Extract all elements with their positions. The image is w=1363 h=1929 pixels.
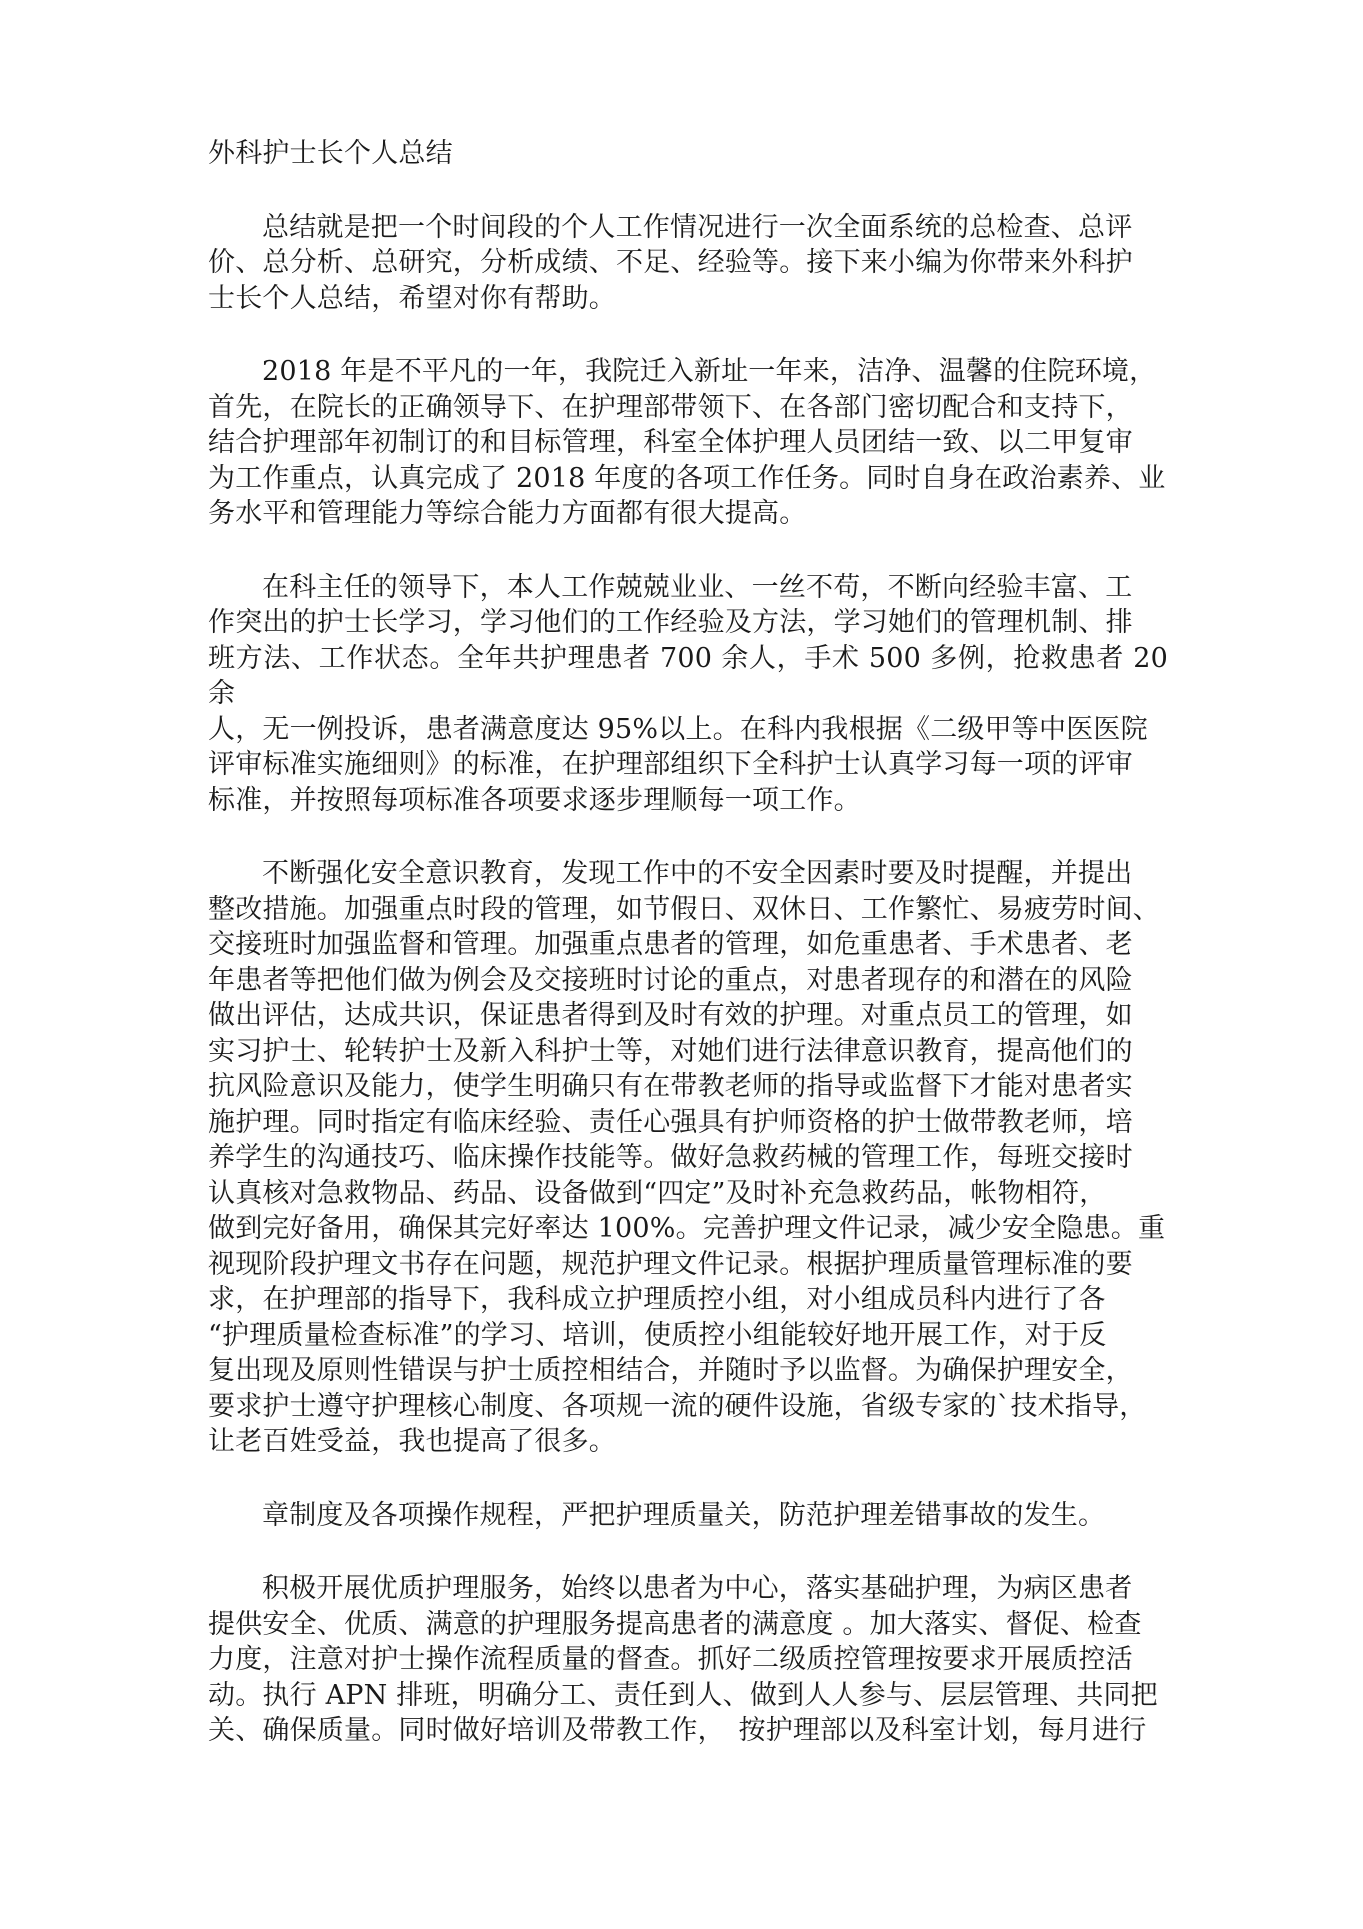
paragraph-2018-overview: 2018 年是不平凡的一年，我院迁入新址一年来，洁净、温馨的住院环境， 首先，在院长的正确领导下、在护理部带领下、在各部门密切配合和支持下， 结合护理部年初制订的和目标管理，科室全体护理人员团结一致、以二甲复审 为工作重点，认真完成了 2018 年度的各项工作任务。同时自身在政治素养、业 务水平和管理能力等综合能力方面都有很大提高。 <box>208 356 1166 529</box>
paragraph-quality-service: 积极开展优质护理服务，始终以患者为中心，落实基础护理，为病区患者 提供安全、优质、满意的护理服务提高患者的满意度 。加大落实、督促、检查 力度，注意对护士操作流程质量的督查。抓好二级质控管理按要求开展质控活 动。执行 APN 排班，明确分工、责任到人、做到人人参与、层层管理、共同把 关、确保质量。同时做好培训及带教工作， 按护理部以及科室计划，每月进行 <box>208 1573 1158 1746</box>
paragraph-intro: 总结就是把一个时间段的个人工作情况进行一次全面系统的总检查、总评 价、总分析、总研究，分析成绩、不足、经验等。接下来小编为你带来外科护 士长个人总结，希望对你有帮助。 <box>208 211 1133 314</box>
paragraph-regulations: 章制度及各项操作规程，严把护理质量关，防范护理差错事故的发生。 <box>262 1499 1106 1531</box>
paragraph-safety-education: 不断强化安全意识教育，发现工作中的不安全因素时要及时提醒，并提出 整改措施。加强重点时段的管理，如节假日、双休日、工作繁忙、易疲劳时间、 交接班时加强监督和管理。加强重点患者的管理，如危重患者、手术患者、老 年患者等把他们做为例会及交接班时讨论的重点，对患者现存的和潜在的风险 做出评估，达成共识，保证患者得到及时有效的护理。对重点员工的管理，如 实习护士、轮转护士及新入科护士等，对她们进行法律意识教育，提高他们的 抗风险意识及能力，使学生明确只有在带教老师的指导或监督下才能对患者实 施护理。同时指定有临床经验、责任心强具有护师资格的护士做带教老师，培 养学生的沟通技巧、临床操作技能等。做好急救药械的管理工作，每班交接时 认真核对急救物品、药品、设备做到“四定”及时补充急救药品，帐物相符， 做到完好备用，确保其完好率达 100%。完善护理文件记录，减少安全隐患。重 视现阶段护理文书存在问题，规范护理文件记录。根据护理质量管理标准的要 求，在护理部的指导下，我科成立护理质控小组，对小组成员科内进行了各 “护理质量检查标准”的学习、培训，使质控小组能较好地开展工作，对于反 复出现及原则性错误与护士质控相结合，并随时予以监督。为确保护理安全， 要求护士遵守护理核心制度、各项规一流的硬件设施，省级专家的`技术指导， 让老百姓受益，我也提高了很多。 <box>208 858 1166 1457</box>
document-body <box>208 136 1168 1787</box>
paragraph-leadership-learning: 在科主任的领导下，本人工作兢兢业业、一丝不苟，不断向经验丰富、工 作突出的护士长学习，学习他们的工作经验及方法，学习她们的管理机制、排 班方法、工作状态。全年共护理患者 700 余人，手术 500 多例，抢救患者 20 余 人，无一例投诉，患者满意度达 95%以上。在科内我根据《二级甲等中医医院 评审标准实施细则》的标准，在护理部组织下全科护士认真学习每一项的评审 标准，并按照每项标准各项要求逐步理顺每一项工作。 <box>208 571 1168 816</box>
document-title: 外科护士长个人总结 <box>208 138 453 169</box>
